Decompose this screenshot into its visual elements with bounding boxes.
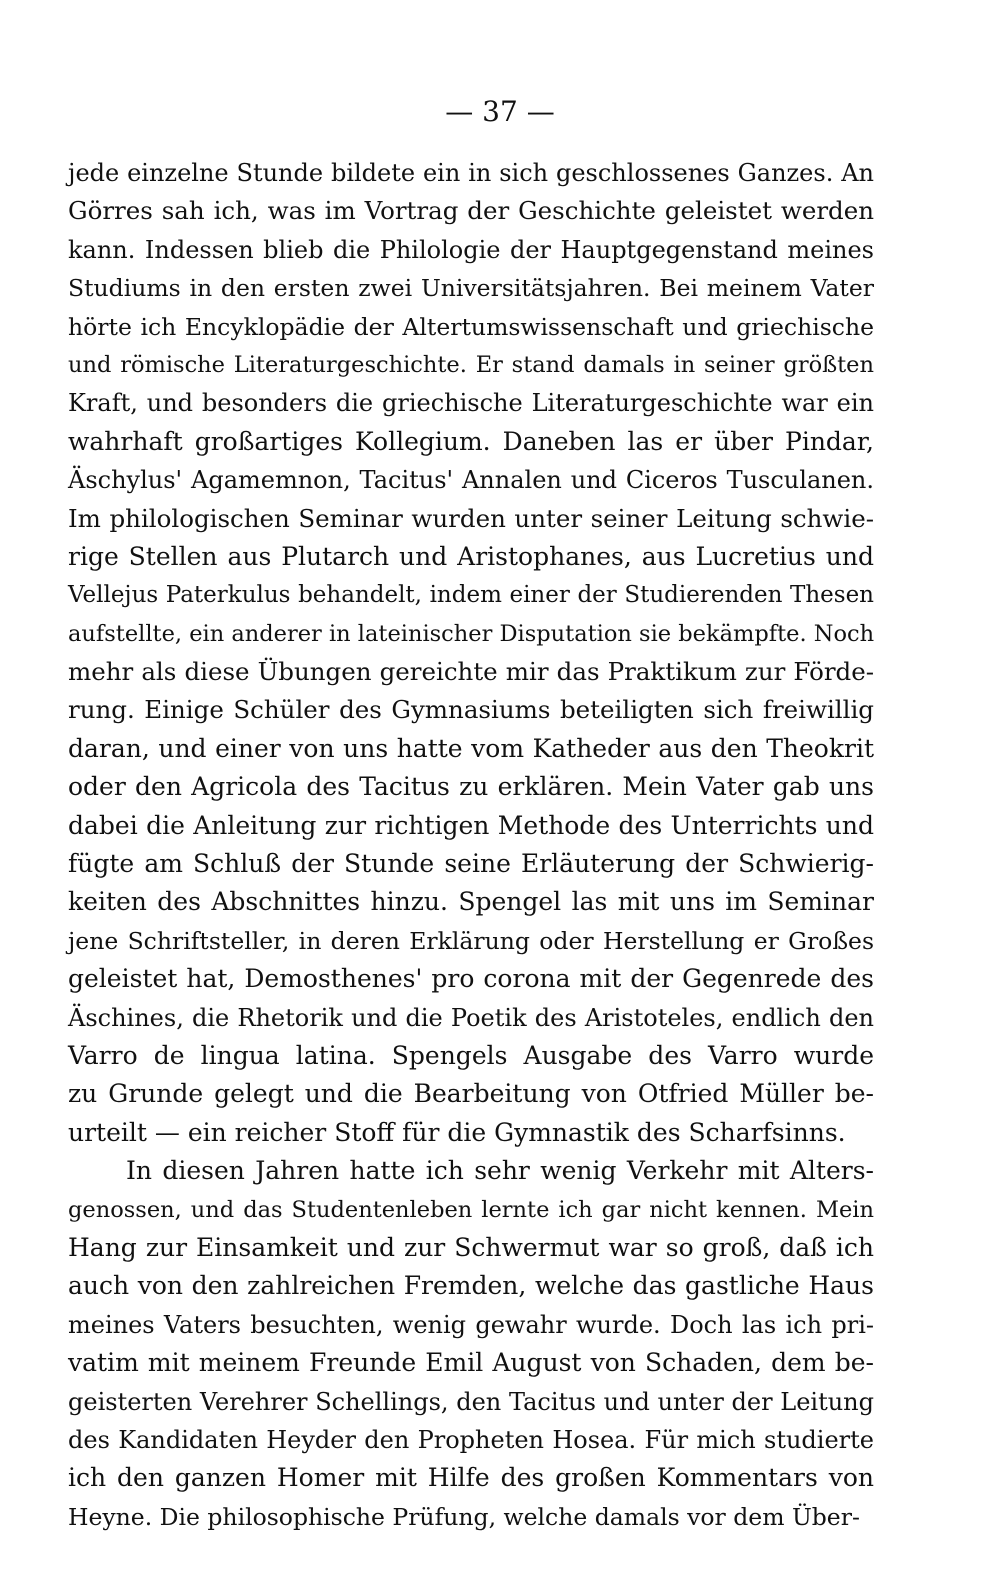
text-line: jene Schriftsteller, in deren Erklärung oder Herstellung er Großes bbox=[68, 926, 874, 955]
paragraph-2 bbox=[68, 1152, 874, 1536]
text-line: kann. Indessen blieb die Philologie der Hauptgegenstand meines bbox=[68, 235, 874, 264]
text-line: urteilt — ein reicher Stoff für die Gymnastik des Scharfsinns. bbox=[68, 1117, 846, 1147]
text-line: fügte am Schluß der Stunde seine Erläuterung der Schwierig- bbox=[68, 849, 874, 879]
text-line: ich den ganzen Homer mit Hilfe des großen Kommentars von bbox=[68, 1463, 874, 1493]
text-line: mehr als diese Übungen gereichte mir das Praktikum zur Förde- bbox=[68, 657, 874, 687]
text-line: rige Stellen aus Plutarch und Aristophanes, aus Lucretius und bbox=[68, 541, 874, 571]
text-line: daran, und einer von uns hatte vom Katheder aus den Theokrit bbox=[68, 733, 874, 763]
text-line: wahrhaft großartiges Kollegium. Daneben las er über Pindar, bbox=[68, 426, 874, 456]
text-line: Vellejus Paterkulus behandelt, indem einer der Studierenden Thesen bbox=[68, 582, 874, 609]
paragraph-1 bbox=[68, 154, 874, 1152]
text-line: keiten des Abschnittes hinzu. Spengel las mit uns im Seminar bbox=[68, 887, 874, 917]
text-line: Studiums in den ersten zwei Universitätsjahren. Bei meinem Vater bbox=[68, 274, 874, 303]
text-line: jede einzelne Stunde bildete ein in sich geschlossenes Ganzes. An bbox=[68, 159, 874, 187]
text-line: und römische Literaturgeschichte. Er stand damals in seiner größten bbox=[68, 351, 874, 378]
page-body bbox=[68, 154, 874, 1536]
text-line: genossen, und das Studentenleben lernte ich gar nicht kennen. Mein bbox=[68, 1196, 874, 1223]
text-line: zu Grunde gelegt und die Bearbeitung von Otfried Müller be- bbox=[68, 1079, 874, 1109]
text-line: rung. Einige Schüler des Gymnasiums beteiligten sich freiwillig bbox=[68, 695, 874, 725]
text-line: Hang zur Einsamkeit und zur Schwermut war so groß, daß ich bbox=[68, 1232, 874, 1262]
text-line: Görres sah ich, was im Vortrag der Geschichte geleistet werden bbox=[68, 196, 874, 226]
text-line: Äschines, die Rhetorik und die Poetik des Aristoteles, endlich den bbox=[68, 1003, 874, 1032]
page-number: — 37 — bbox=[445, 95, 555, 128]
text-line: Varro de lingua latina. Spengels Ausgabe des Varro wurde bbox=[68, 1040, 874, 1070]
text-line: aufstellte, ein anderer in lateinischer Disputation sie bekämpfte. Noch bbox=[68, 620, 875, 647]
text-line: Kraft, und besonders die griechische Literaturgeschichte war ein bbox=[68, 389, 874, 418]
text-line: auch von den zahlreichen Fremden, welche das gastliche Haus bbox=[68, 1271, 874, 1301]
text-line: dabei die Anleitung zur richtigen Methode des Unterrichts und bbox=[68, 810, 874, 840]
text-line: vatim mit meinem Freunde Emil August von Schaden, dem be- bbox=[68, 1348, 874, 1378]
text-line: In diesen Jahren hatte ich sehr wenig Verkehr mit Alters- bbox=[126, 1156, 874, 1186]
text-line: hörte ich Encyklopädie der Altertumswissenschaft und griechische bbox=[68, 312, 874, 341]
text-line: Äschylus' Agamemnon, Tacitus' Annalen und Ciceros Tusculanen. bbox=[68, 466, 874, 495]
text-line: meines Vaters besuchten, wenig gewahr wurde. Doch las ich pri- bbox=[68, 1310, 874, 1339]
text-line: geleistet hat, Demosthenes' pro corona mit der Gegenrede des bbox=[68, 964, 874, 994]
text-line: Im philologischen Seminar wurden unter seiner Leitung schwie- bbox=[68, 503, 874, 533]
text-line: geisterten Verehrer Schellings, den Tacitus und unter der Leitung bbox=[68, 1387, 874, 1416]
text-line: Heyne. Die philosophische Prüfung, welche damals vor dem Über- bbox=[68, 1502, 860, 1531]
text-line: des Kandidaten Heyder den Propheten Hosea. Für mich studierte bbox=[68, 1425, 874, 1454]
text-line: oder den Agricola des Tacitus zu erklären. Mein Vater gab uns bbox=[68, 772, 874, 802]
